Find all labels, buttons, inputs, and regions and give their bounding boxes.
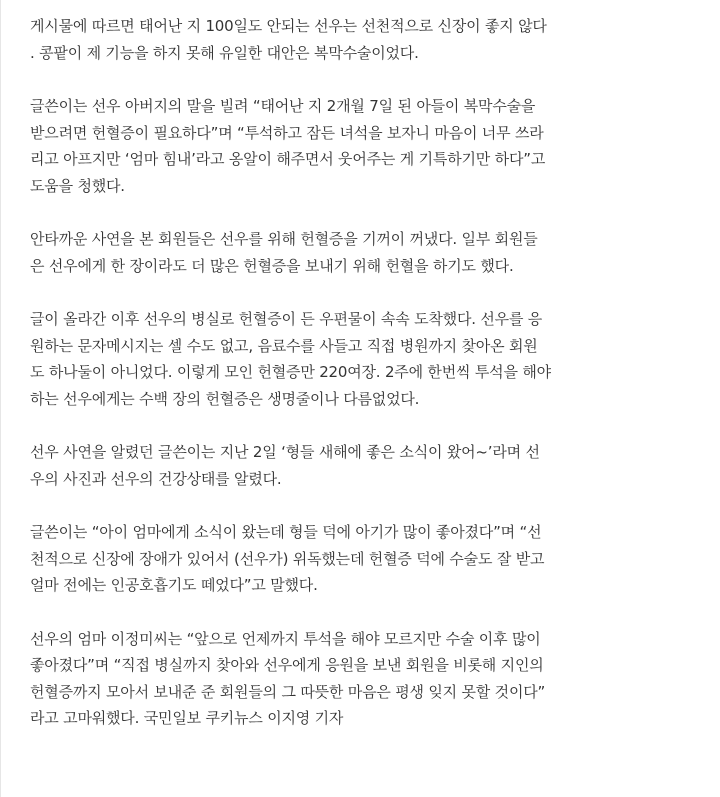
text-line: 헌혈증까지 모아서 보내준 준 회원들의 그 따뜻한 마음은 평생 잊지 못할 것이다”	[30, 682, 546, 701]
text-line: 천적으로 신장에 장애가 있어서 (선우가) 위독했는데 헌혈증 덕에 수술도 잘 받고	[30, 549, 545, 568]
paragraph-3	[30, 226, 590, 279]
text-line: 선우 사연을 알렸던 글쓴이는 지난 2일 ‘형들 새해에 좋은 소식이 왔어~’라며 선	[30, 443, 540, 461]
paragraph-1	[30, 13, 590, 66]
text-line: 글쓴이는 “아이 엄마에게 소식이 왔는데 형들 덕에 아기가 많이 좋아졌다”며 “선	[30, 523, 542, 541]
text-line: 글쓴이는 선우 아버지의 말을 빌려 “태어난 지 2개월 7일 된 아들이 복막수술을	[30, 97, 536, 115]
text-line: 리고 아프지만 ‘엄마 힘내’라고 옹알이 해주면서 웃어주는 게 기특하기만 하다”고	[30, 150, 546, 168]
text-line: 은 선우에게 한 장이라도 더 많은 헌혈증을 보내기 위해 헌혈을 하기도 했다.	[30, 256, 514, 275]
text-line: 받으려면 헌혈증이 필요하다”며 “투석하고 잠든 녀석을 보자니 마음이 너무 쓰라	[30, 123, 544, 142]
text-line: 얼마 전에는 인공호흡기도 떼었다”고 말했다.	[30, 576, 318, 594]
text-line: 게시물에 따르면 태어난 지 100일도 안되는 선우는 선천적으로 신장이 좋지 않다	[30, 17, 547, 35]
text-line: 하는 선우에게는 수백 장의 헌혈증은 생명줄이나 다름없었다.	[30, 389, 420, 408]
text-line: 라고 고마워했다. 국민일보 쿠키뉴스 이지영 기자	[30, 709, 344, 727]
text-line: 좋아졌다”며 “직접 병실까지 찾아와 선우에게 응원을 보낸 회원을 비롯해 지인의	[30, 656, 544, 674]
paragraph-6	[30, 519, 590, 599]
text-line: 글이 올라간 이후 선우의 병실로 헌혈증이 든 우편물이 속속 도착했다. 선우를 응	[30, 310, 543, 328]
paragraph-4	[30, 306, 590, 412]
left-border	[0, 0, 1, 797]
paragraph-7	[30, 626, 590, 732]
text-line: 우의 사진과 선우의 건강상태를 알렸다.	[30, 469, 282, 488]
text-line: 선우의 엄마 이정미씨는 “앞으로 언제까지 투석을 해야 모르지만 수술 이후 많이	[30, 629, 541, 648]
text-line: 안타까운 사연을 본 회원들은 선우를 위해 헌혈증을 기꺼이 꺼냈다. 일부 회원들	[30, 230, 538, 248]
paragraph-2	[30, 93, 590, 199]
text-line: . 콩팥이 제 기능을 하지 못해 유일한 대안은 복막수술이었다.	[30, 43, 419, 62]
text-line: 원하는 문자메시지는 셀 수도 없고, 음료수를 사들고 직접 병원까지 찾아온 회원	[30, 336, 538, 355]
article-body	[30, 13, 590, 759]
text-line: 도움을 청했다.	[30, 176, 125, 195]
paragraph-5	[30, 439, 590, 492]
text-line: 도 하나둘이 아니었다. 이렇게 모인 헌혈증만 220여장. 2주에 한번씩 투석을 해야	[30, 363, 551, 381]
